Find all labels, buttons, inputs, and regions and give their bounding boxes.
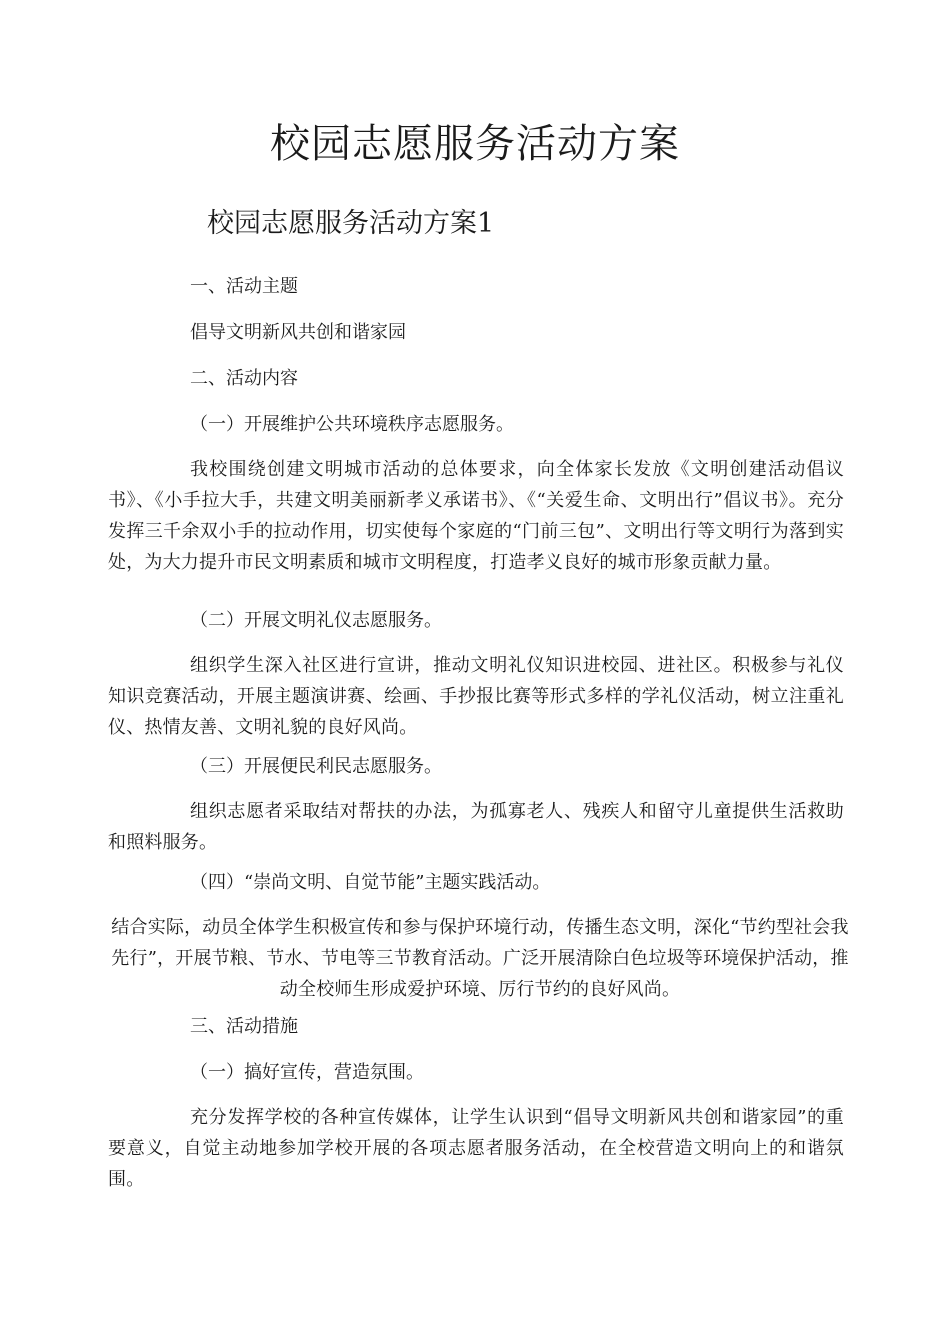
subheading-convenience: （三）开展便民利民志愿服务。 bbox=[190, 756, 442, 777]
paragraph-energy-saving: 结合实际，动员全体学生积极宣传和参与保护环境行动，传播生态文明，深化“节约型社会我先行”，开展节粮、节水、节电等三节教育活动。广泛开展清除白色垃圾等环境保护活动，推动全校师生形成爱护环境、厉行节约的良好风尚。 bbox=[111, 917, 849, 1000]
subheading-public-environment: （一）开展维护公共环境秩序志愿服务。 bbox=[190, 414, 514, 435]
paragraph-etiquette: 组织学生深入社区进行宣讲，推动文明礼仪知识进校园、进社区。积极参与礼仪知识竞赛活动，开展主题演讲赛、绘画、手抄报比赛等形式多样的学礼仪活动，树立注重礼仪、热情友善、文明礼貌的良好风尚。 bbox=[108, 655, 844, 738]
section-title: 校园志愿服务活动方案1 bbox=[207, 208, 495, 239]
heading-activity-theme: 一、活动主题 bbox=[190, 276, 298, 297]
paragraph-publicity: 充分发挥学校的各种宣传媒体，让学生认识到“倡导文明新风共创和谐家园”的重要意义，自觉主动地参加学校开展的各项志愿者服务活动，在全校营造文明向上的和谐氛围。 bbox=[108, 1107, 844, 1190]
heading-activity-content: 二、活动内容 bbox=[190, 368, 298, 389]
paragraph-convenience: 组织志愿者采取结对帮扶的办法，为孤寡老人、残疾人和留守儿童提供生活救助和照料服务。 bbox=[108, 801, 844, 853]
heading-activity-measures: 三、活动措施 bbox=[190, 1016, 298, 1037]
subheading-energy-saving: （四）“崇尚文明、自觉节能”主题实践活动。 bbox=[190, 872, 551, 893]
document-title: 校园志愿服务活动方案 bbox=[270, 121, 680, 167]
theme-text: 倡导文明新风共创和谐家园 bbox=[190, 322, 406, 343]
subheading-etiquette: （二）开展文明礼仪志愿服务。 bbox=[190, 610, 442, 631]
paragraph-public-environment: 我校围绕创建文明城市活动的总体要求，向全体家长发放《文明创建活动倡议书》、《小手拉大手，共建文明美丽新孝义承诺书》、《“关爱生命、文明出行”倡议书》。充分发挥三千余双小手的拉动作用，切实使每个家庭的“门前三包”、文明出行等文明行为落到实处，为大力提升市民文明素质和城市文明程度，打造孝义良好的城市形象贡献力量。 bbox=[108, 459, 844, 573]
subheading-publicity: （一）搞好宣传，营造氛围。 bbox=[190, 1062, 424, 1083]
